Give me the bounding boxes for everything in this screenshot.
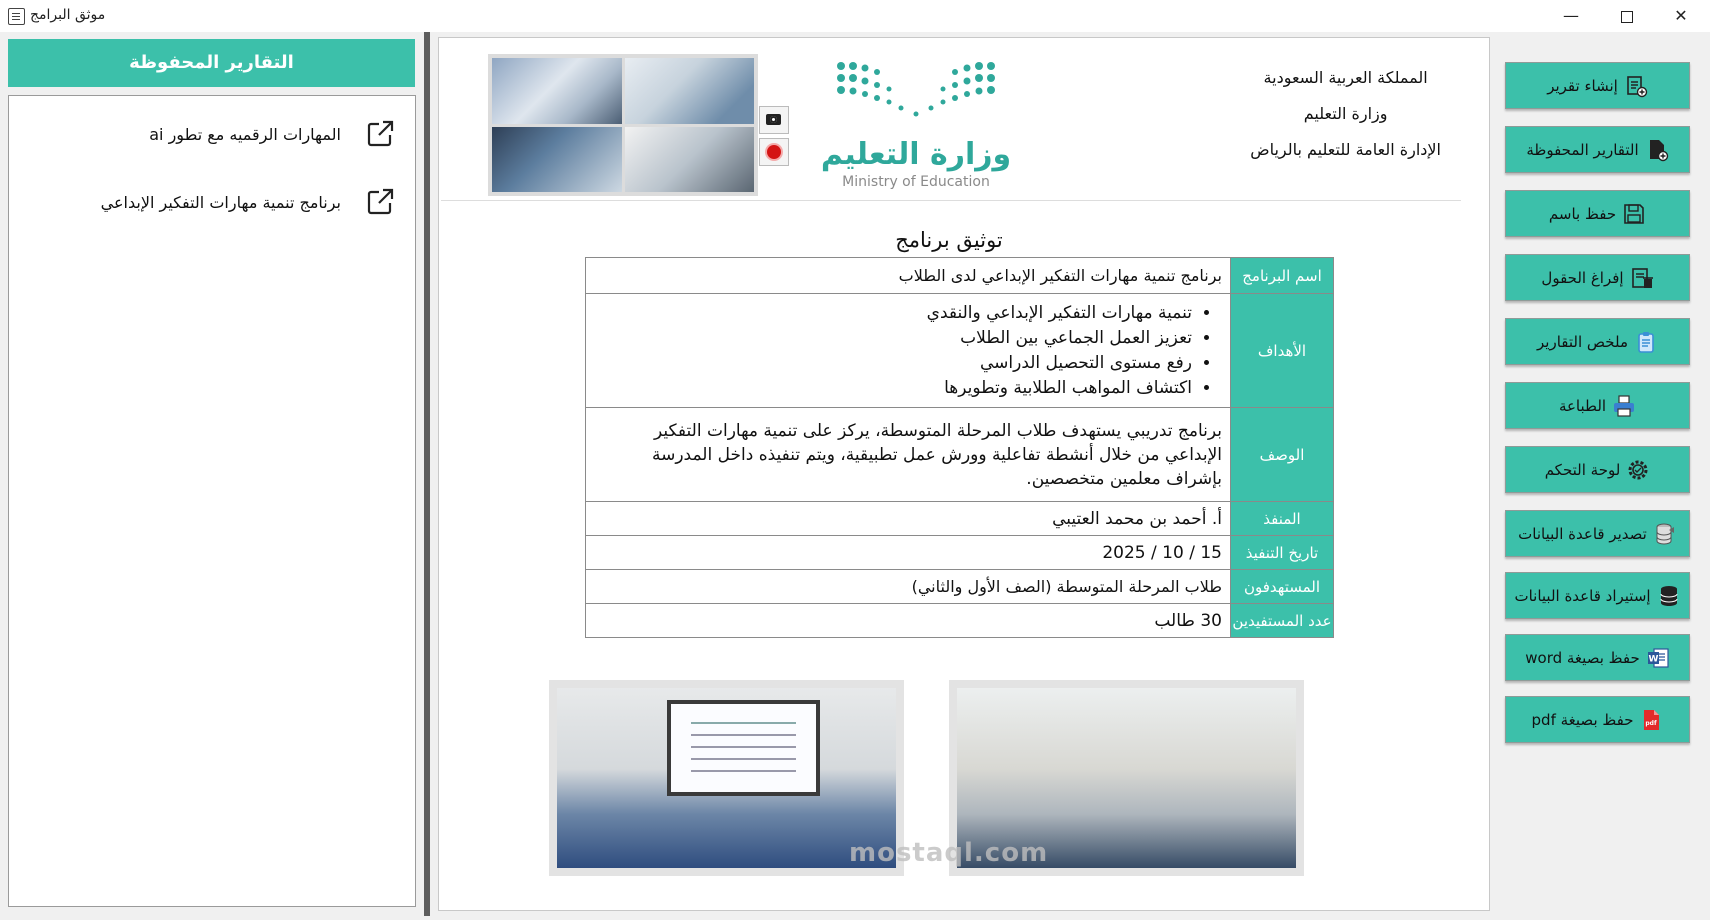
- activity-photo: [492, 127, 622, 193]
- goal-item: • تنمية مهارات التفكير الإبداعي والنقدي: [594, 301, 1192, 326]
- clipboard-icon: [1634, 330, 1658, 354]
- clear-fields-button[interactable]: [1505, 254, 1690, 301]
- ministry-logo: [821, 52, 1011, 202]
- save-icon: [1622, 202, 1646, 226]
- new-report-icon: [1624, 74, 1648, 98]
- activity-photo: [492, 58, 622, 124]
- department-name: الإدارة العامة للتعليم بالرياض: [1250, 140, 1441, 159]
- projector-screen: [667, 700, 820, 796]
- save-word-button[interactable]: [1505, 634, 1690, 681]
- save-pdf-button[interactable]: [1505, 696, 1690, 743]
- report-header: [441, 40, 1461, 201]
- saved-reports-list: [8, 95, 416, 907]
- saved-report-item[interactable]: [149, 114, 395, 154]
- save-as-label: حفظ باسم: [1548, 204, 1617, 223]
- document-title: توثيق برنامج: [895, 228, 1003, 252]
- record-icon: [767, 145, 781, 159]
- clear-fields-icon: [1630, 266, 1654, 290]
- save-as-button[interactable]: [1505, 190, 1690, 237]
- clear-fields-label: إفراغ الحقول: [1541, 268, 1624, 287]
- import-db-icon: [1657, 584, 1681, 608]
- save-word-label: حفظ بصيغة word: [1525, 648, 1640, 667]
- camera-button[interactable]: [759, 106, 789, 134]
- date-label: تاريخ التنفيذ: [1231, 536, 1334, 570]
- executor-value[interactable]: أ. أحمد بن محمد العتيبي: [586, 502, 1231, 536]
- country-name: المملكة العربية السعودية: [1263, 68, 1428, 87]
- watermark-text: mostaql.com: [849, 838, 1049, 868]
- gear-icon: [1626, 458, 1650, 482]
- control-panel-label: لوحة التحكم: [1544, 460, 1621, 479]
- new-report-label: إنشاء تقرير: [1547, 76, 1618, 95]
- import-db-label: إستيراد قاعدة البيانات: [1514, 586, 1651, 605]
- goals-label: الأهداف: [1231, 294, 1334, 408]
- close-button[interactable]: ✕: [1674, 6, 1688, 25]
- external-link-icon[interactable]: [365, 187, 395, 217]
- description-label: الوصف: [1231, 408, 1334, 502]
- saved-reports-label: التقارير المحفوظة: [1526, 140, 1639, 159]
- camera-icon: [766, 114, 781, 125]
- beneficiaries-count-label: عدد المستفيدين: [1231, 604, 1334, 638]
- minimize-button[interactable]: —: [1563, 6, 1579, 25]
- reports-summary-button[interactable]: [1505, 318, 1690, 365]
- beneficiaries-label: المستهدفون: [1231, 570, 1334, 604]
- record-button[interactable]: [759, 138, 789, 166]
- program-name-label: اسم البرنامج: [1231, 258, 1334, 294]
- control-panel-button[interactable]: [1505, 446, 1690, 493]
- logo-english-text: Ministry of Education: [842, 174, 990, 190]
- printer-icon: [1612, 394, 1636, 418]
- save-pdf-label: حفظ بصيغة pdf: [1531, 710, 1634, 729]
- svg-text:W: W: [1648, 654, 1659, 664]
- goals-list: [594, 301, 1222, 401]
- logo-arabic-text: وزارة التعليم: [821, 137, 1011, 172]
- executor-label: المنفذ: [1231, 502, 1334, 536]
- saved-report-label: المهارات الرقميه مع تطور ai: [149, 124, 341, 144]
- activity-photo: [625, 127, 755, 193]
- activity-photo-collage: [488, 54, 758, 196]
- word-icon: [1646, 646, 1670, 670]
- saved-reports-button[interactable]: [1505, 126, 1690, 173]
- import-db-button[interactable]: [1505, 572, 1690, 619]
- camera-controls: [759, 106, 791, 168]
- date-value[interactable]: 15 / 10 / 2025: [586, 536, 1231, 570]
- beneficiaries-count-value[interactable]: 30 طالب: [586, 604, 1231, 638]
- saved-report-label: برنامج تنمية مهارات التفكير الإبداعي: [100, 192, 341, 212]
- print-button[interactable]: [1505, 382, 1690, 429]
- ministry-header-text: [1250, 60, 1441, 168]
- program-name-value[interactable]: برنامج تنمية مهارات التفكير الإبداعي لدى الطلاب: [586, 258, 1231, 294]
- description-value[interactable]: برنامج تدريبي يستهدف طلاب المرحلة المتوسطة، يركز على تنمية مهارات التفكير الإبداعي من خلال أنشطة تفاعلية وورش عمل تطبيقية، ويتم تنفيذه داخل المدرسة بإشراف معلمين متخصصين.: [586, 408, 1231, 502]
- goal-item: • اكتشاف المواهب الطلابية وتطويرها: [594, 376, 1192, 401]
- goals-value[interactable]: [586, 294, 1231, 408]
- panel-splitter[interactable]: [424, 32, 430, 916]
- export-db-icon: [1653, 522, 1677, 546]
- activity-photo: [625, 58, 755, 124]
- saved-report-item[interactable]: [101, 182, 395, 222]
- external-link-icon[interactable]: [365, 119, 395, 149]
- maximize-button[interactable]: [1604, 0, 1650, 32]
- print-label: الطباعة: [1558, 396, 1607, 415]
- export-db-button[interactable]: [1505, 510, 1690, 557]
- goal-item: • رفع مستوى التحصيل الدراسي: [594, 351, 1192, 376]
- report-document: [438, 37, 1490, 911]
- ministry-name: وزارة التعليم: [1303, 104, 1388, 123]
- goal-item: • تعزيز العمل الجماعي بين الطلاب: [594, 326, 1192, 351]
- new-report-button[interactable]: [1505, 62, 1690, 109]
- window-title: موثق البرامج: [30, 7, 106, 23]
- maximize-icon: [1621, 11, 1633, 23]
- saved-reports-icon: [1645, 138, 1669, 162]
- pdf-icon: [1639, 708, 1663, 732]
- beneficiaries-value[interactable]: طلاب المرحلة المتوسطة (الصف الأول والثاني): [586, 570, 1231, 604]
- app-icon: [8, 8, 25, 25]
- program-photos: [549, 680, 1349, 880]
- export-db-label: تصدير قاعدة البيانات: [1518, 524, 1647, 543]
- svg-text:pdf: pdf: [1645, 719, 1658, 727]
- title-bar: [0, 0, 1710, 32]
- saved-reports-header: التقارير المحفوظة: [8, 39, 415, 87]
- program-info-table: [585, 257, 1334, 638]
- reports-summary-label: ملخص التقارير: [1537, 332, 1628, 351]
